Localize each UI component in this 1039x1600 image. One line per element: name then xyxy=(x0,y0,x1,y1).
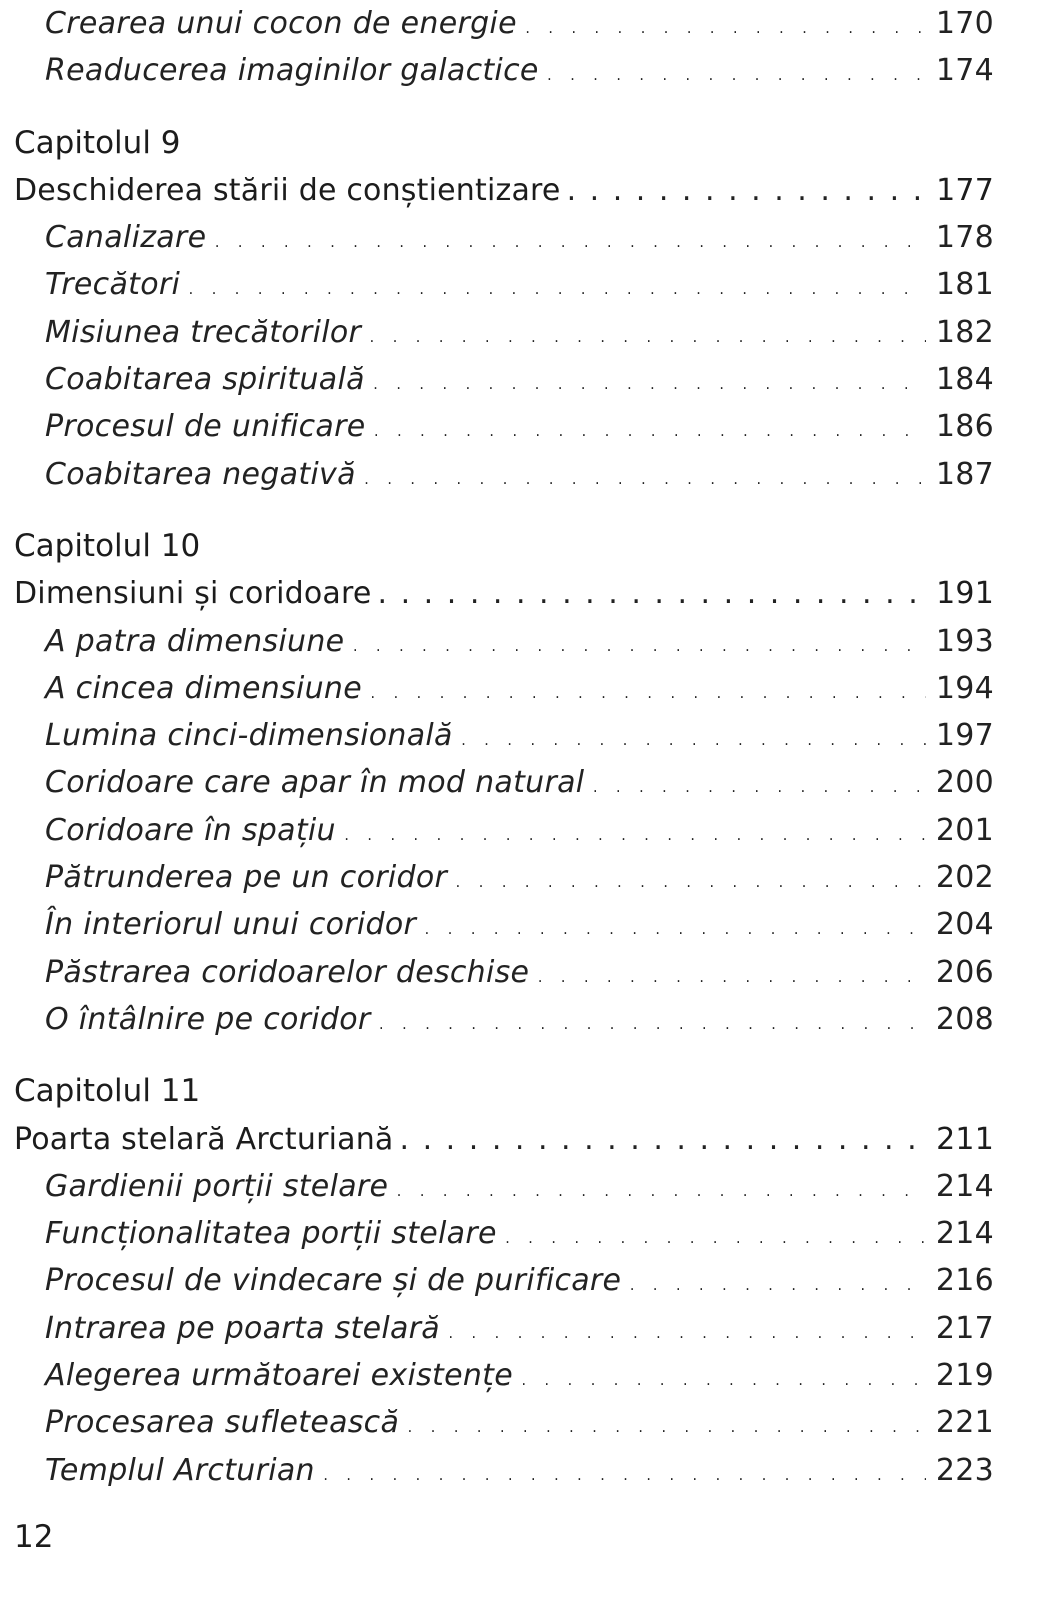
dot-leader xyxy=(321,1447,926,1494)
toc-entry-page: 194 xyxy=(935,670,994,706)
toc-entry-title: Funcționalitatea porții stelare xyxy=(45,1216,497,1252)
chapter-page: 177 xyxy=(936,172,994,208)
dot-leader xyxy=(459,712,926,759)
toc-entry-page: 216 xyxy=(935,1263,994,1299)
dot-leader xyxy=(523,0,926,47)
toc-entry xyxy=(14,996,994,1043)
toc-entry-page: 214 xyxy=(935,1216,994,1252)
toc-entry-title: Procesul de unificare xyxy=(45,409,366,445)
toc-entry xyxy=(14,403,994,450)
toc-entry-page: 178 xyxy=(935,220,994,256)
dot-leader xyxy=(400,1116,926,1163)
chapter-10-section xyxy=(14,523,994,1043)
toc-entry xyxy=(14,1305,994,1352)
dot-leader xyxy=(372,403,926,450)
toc-entry-title: Misiunea trecătorilor xyxy=(45,314,362,350)
toc-entry xyxy=(14,309,994,356)
toc-entry-title: Procesarea sufletească xyxy=(45,1405,400,1441)
page-number: 12 xyxy=(14,1519,54,1555)
toc-entry-title: Coabitarea negativă xyxy=(45,456,356,492)
toc-entry-page: 184 xyxy=(935,362,994,398)
chapter-label: Capitolul 10 xyxy=(14,527,201,564)
chapter-page: 211 xyxy=(936,1121,994,1157)
dot-leader xyxy=(446,1305,926,1352)
toc-entry-title: Intrarea pe poarta stelară xyxy=(45,1310,440,1346)
toc-entry xyxy=(14,261,994,308)
toc-entry-title: Templul Arcturian xyxy=(45,1452,315,1488)
toc-entry xyxy=(14,356,994,403)
toc-entry-page: 202 xyxy=(935,860,994,896)
dot-leader xyxy=(519,1352,926,1399)
toc-entry-title: O întâlnire pe coridor xyxy=(45,1001,371,1037)
toc-entry-page: 187 xyxy=(935,456,994,492)
toc-entry-page: 186 xyxy=(935,409,994,445)
toc-entry xyxy=(14,1257,994,1304)
dot-leader xyxy=(627,1257,926,1304)
dot-leader xyxy=(378,570,926,617)
toc-entry xyxy=(14,854,994,901)
dot-leader xyxy=(350,618,925,665)
toc-entry xyxy=(14,759,994,806)
toc-entry-page: 208 xyxy=(935,1001,994,1037)
dot-leader xyxy=(377,996,926,1043)
dot-leader xyxy=(503,1210,926,1257)
dot-leader xyxy=(545,47,926,94)
toc-entry xyxy=(14,618,994,665)
toc-entry-title: Lumina cinci-dimensională xyxy=(45,718,453,754)
toc-entry-page: 182 xyxy=(935,314,994,350)
toc-entry xyxy=(14,1352,994,1399)
toc-entry-title: Păstrarea coridoarelor deschise xyxy=(45,954,530,990)
toc-entry-page: 204 xyxy=(935,907,994,943)
toc-entry-page: 217 xyxy=(935,1310,994,1346)
toc-entry xyxy=(14,1163,994,1210)
toc-entry xyxy=(14,949,994,996)
dot-leader xyxy=(368,665,926,712)
toc-entry xyxy=(14,47,994,94)
toc-entry-title: Alegerea următoarei existențe xyxy=(45,1358,513,1394)
dot-leader xyxy=(394,1163,926,1210)
toc-entry-title: A patra dimensiune xyxy=(45,623,345,659)
toc-entry xyxy=(14,451,994,498)
toc-entry-page: 201 xyxy=(935,812,994,848)
toc-entry-page: 223 xyxy=(935,1452,994,1488)
dot-leader xyxy=(405,1399,926,1446)
toc-entry-title: Gardienii porții stelare xyxy=(45,1168,389,1204)
toc-entry xyxy=(14,0,994,47)
dot-leader xyxy=(212,214,926,261)
chapter-page: 191 xyxy=(936,576,994,612)
toc-entry xyxy=(14,1399,994,1446)
toc-entry-page: 214 xyxy=(935,1168,994,1204)
chapter-title-row xyxy=(14,570,994,617)
toc-entry-title: Procesul de vindecare și de purificare xyxy=(45,1263,622,1299)
chapter-9-section xyxy=(14,120,994,498)
toc-entry-page: 197 xyxy=(935,718,994,754)
toc-entry xyxy=(14,712,994,759)
chapter-label: Capitolul 9 xyxy=(14,124,181,161)
toc-entry-title: Pătrunderea pe un coridor xyxy=(45,860,448,896)
dot-leader xyxy=(362,451,926,498)
toc-entry-page: 221 xyxy=(935,1405,994,1441)
toc-entry-page: 170 xyxy=(935,6,994,41)
dot-leader xyxy=(590,759,925,806)
toc-entry-page: 174 xyxy=(935,53,994,89)
toc-entry-title: Readucerea imaginilor galactice xyxy=(45,53,539,89)
dot-leader xyxy=(371,356,926,403)
toc-entry-title: Coabitarea spirituală xyxy=(45,362,365,398)
toc-entry-page: 200 xyxy=(935,765,994,801)
chapter-title-row xyxy=(14,1116,994,1163)
chapter-title: Deschiderea stării de conștientizare xyxy=(14,172,561,208)
toc-entry-page: 181 xyxy=(935,267,994,303)
toc-continuation xyxy=(14,0,994,95)
toc-entry-page: 219 xyxy=(935,1358,994,1394)
toc-entry xyxy=(14,214,994,261)
toc-entry xyxy=(14,1447,994,1494)
toc-entry-page: 193 xyxy=(935,623,994,659)
toc-entry-title: În interiorul unui coridor xyxy=(45,907,417,943)
toc-entry-title: Coridoare care apar în mod natural xyxy=(45,765,585,801)
chapter-label: Capitolul 11 xyxy=(14,1073,201,1110)
toc-entry-title: Crearea unui cocon de energie xyxy=(45,6,517,41)
dot-leader xyxy=(186,261,926,308)
dot-leader xyxy=(535,949,926,996)
toc-entry-title: A cincea dimensiune xyxy=(45,670,362,706)
toc-entry-title: Coridoare în spațiu xyxy=(45,812,336,848)
chapter-title: Poarta stelară Arcturiană xyxy=(14,1121,394,1157)
dot-leader xyxy=(567,167,926,214)
chapter-title: Dimensiuni și coridoare xyxy=(14,576,372,612)
dot-leader xyxy=(342,807,926,854)
toc-entry xyxy=(14,665,994,712)
toc-entry xyxy=(14,1210,994,1257)
table-of-contents xyxy=(14,0,994,1494)
toc-entry-page: 206 xyxy=(935,954,994,990)
toc-entry xyxy=(14,807,994,854)
chapter-title-row xyxy=(14,167,994,214)
dot-leader xyxy=(453,854,926,901)
dot-leader xyxy=(422,901,926,948)
toc-entry xyxy=(14,901,994,948)
dot-leader xyxy=(367,309,926,356)
chapter-11-section xyxy=(14,1068,994,1494)
toc-entry-title: Trecători xyxy=(45,267,181,303)
toc-entry-title: Canalizare xyxy=(45,220,207,256)
